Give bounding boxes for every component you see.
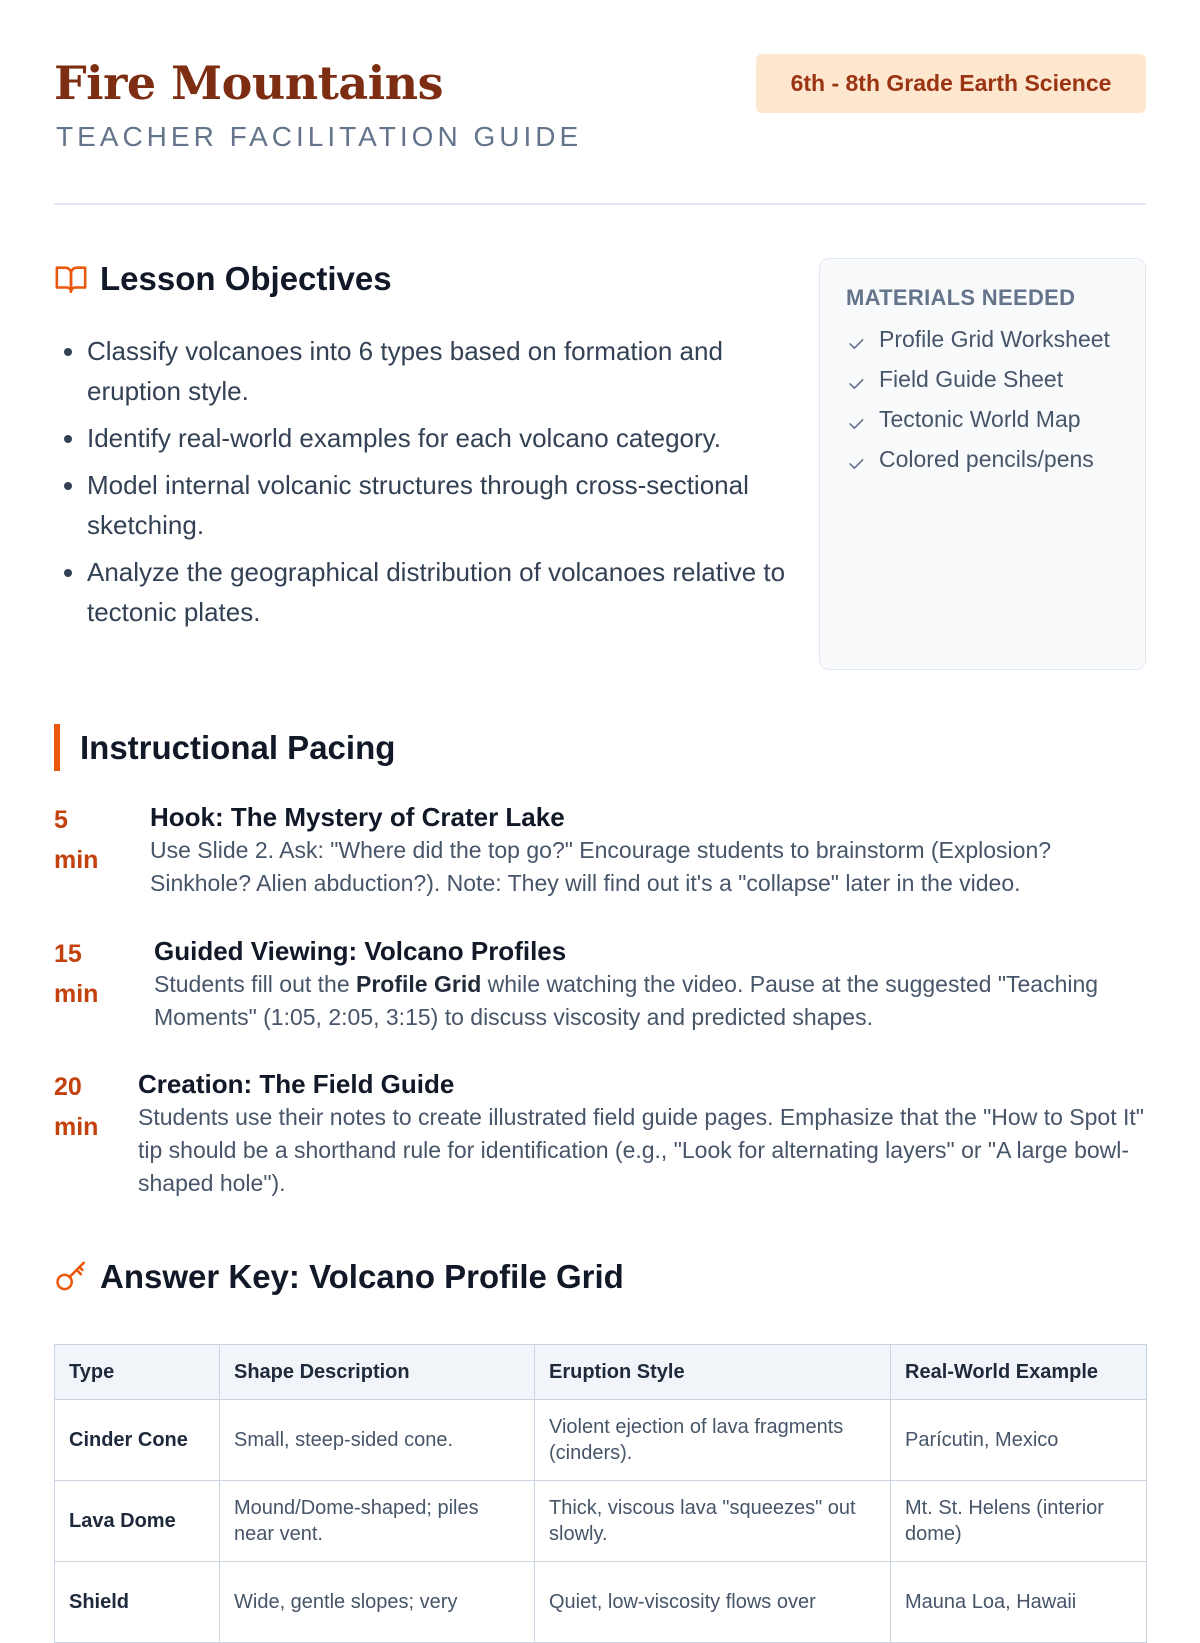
pacing-step-desc <box>154 968 1146 1034</box>
objective-item: • Classify volcanoes into 6 types based on formation and eruption style. <box>87 331 787 411</box>
pacing-body <box>154 934 1146 1034</box>
table-cell: Quiet, low-viscosity flows over <box>535 1562 891 1643</box>
table-row <box>55 1481 1147 1562</box>
check-icon <box>846 450 866 470</box>
check-icon <box>846 410 866 430</box>
material-item <box>846 363 1119 396</box>
material-item <box>846 443 1119 476</box>
pacing-step-desc: Use Slide 2. Ask: "Where did the top go?" Encourage students to brainstorm (Explosion? Sinkhole? Alien abduction?). Note: They will find out it's a "collapse" later in the video. <box>150 837 1052 896</box>
answer-key-title: Answer Key: Volcano Profile Grid <box>100 1258 624 1295</box>
pacing-step-title: Hook: The Mystery of Crater Lake <box>150 802 565 832</box>
objectives-title: Lesson Objectives <box>100 260 392 297</box>
table-cell: Mound/Dome-shaped; piles near vent. <box>220 1481 535 1562</box>
column-header: Eruption Style <box>535 1345 891 1400</box>
objectives-list <box>54 331 787 639</box>
guide-page <box>54 0 1146 1613</box>
table-row <box>55 1400 1147 1481</box>
pacing-body <box>138 1067 1146 1200</box>
pacing-step-desc: Students use their notes to create illustrated field guide pages. Emphasize that the "How to Spot It" tip should be a shorthand rule for identification (e.g., "Look for alternating layers" or "A large bowl-shaped hole"). <box>138 1104 1144 1196</box>
pacing-step <box>54 934 1146 1034</box>
table-cell: Violent ejection of lava fragments (cinders). <box>535 1400 891 1481</box>
pacing-step <box>54 800 1146 900</box>
check-icon <box>846 330 866 350</box>
table-cell: Cinder Cone <box>55 1400 220 1481</box>
table-cell: Lava Dome <box>55 1481 220 1562</box>
materials-panel <box>819 258 1146 670</box>
column-header: Shape Description <box>220 1345 535 1400</box>
page-subtitle: TEACHER FACILITATION GUIDE <box>56 121 583 152</box>
desc-text: while watching the video. Pause at the suggested "Teaching Moments" (1:05, 2:05, 3:15) to discuss viscosity and predicted shapes. <box>154 971 1099 1030</box>
page-header <box>54 0 1146 205</box>
answer-key-table <box>54 1344 1147 1643</box>
table-cell: Thick, viscous lava "squeezes" out slowly. <box>535 1481 891 1562</box>
page-title: Fire Mountains <box>54 56 444 110</box>
material-item <box>846 323 1119 356</box>
table-header-row <box>55 1345 1147 1400</box>
table-cell: Wide, gentle slopes; very <box>220 1562 535 1643</box>
table-cell: Mauna Loa, Hawaii <box>891 1562 1147 1643</box>
grade-badge: 6th - 8th Grade Earth Science <box>756 54 1146 113</box>
table-cell: Shield <box>55 1562 220 1643</box>
objective-item: • Identify real-world examples for each volcano category. <box>87 418 787 458</box>
pacing-unit: min <box>54 980 99 1008</box>
objectives-heading <box>54 260 392 298</box>
check-icon <box>846 370 866 390</box>
material-label: Tectonic World Map <box>879 406 1081 432</box>
pacing-body <box>150 800 1146 900</box>
materials-title: MATERIALS NEEDED <box>846 285 1076 310</box>
pacing-duration <box>54 934 154 1034</box>
pacing-step <box>54 1067 1146 1200</box>
pacing-title: Instructional Pacing <box>80 728 396 766</box>
key-icon <box>54 1260 88 1294</box>
material-item <box>846 403 1119 436</box>
pacing-minutes: 20 <box>54 1073 82 1101</box>
answer-key-heading <box>54 1258 624 1296</box>
objective-item: • Model internal volcanic structures through cross-sectional sketching. <box>87 465 787 545</box>
materials-list <box>846 323 1119 476</box>
pacing-duration <box>54 1067 138 1200</box>
column-header: Real-World Example <box>891 1345 1147 1400</box>
table-cell: Parícutin, Mexico <box>891 1400 1147 1481</box>
pacing-step-title: Creation: The Field Guide <box>138 1069 455 1099</box>
material-label: Profile Grid Worksheet <box>879 326 1110 352</box>
objective-item: • Analyze the geographical distribution of volcanoes relative to tectonic plates. <box>87 552 787 632</box>
book-open-icon <box>54 262 88 296</box>
column-header: Type <box>55 1345 220 1400</box>
pacing-heading <box>54 724 395 771</box>
desc-bold: Profile Grid <box>356 971 482 997</box>
material-label: Field Guide Sheet <box>879 366 1064 392</box>
table-cell: Small, steep-sided cone. <box>220 1400 535 1481</box>
pacing-duration <box>54 800 150 900</box>
material-label: Colored pencils/pens <box>879 446 1094 472</box>
table-row <box>55 1562 1147 1643</box>
desc-text: Students fill out the <box>154 971 357 997</box>
pacing-unit: min <box>54 846 99 874</box>
pacing-minutes: 5 <box>54 806 68 834</box>
pacing-unit: min <box>54 1113 99 1141</box>
pacing-step-title: Guided Viewing: Volcano Profiles <box>154 936 567 966</box>
table-cell: Mt. St. Helens (interior dome) <box>891 1481 1147 1562</box>
pacing-minutes: 15 <box>54 940 82 968</box>
